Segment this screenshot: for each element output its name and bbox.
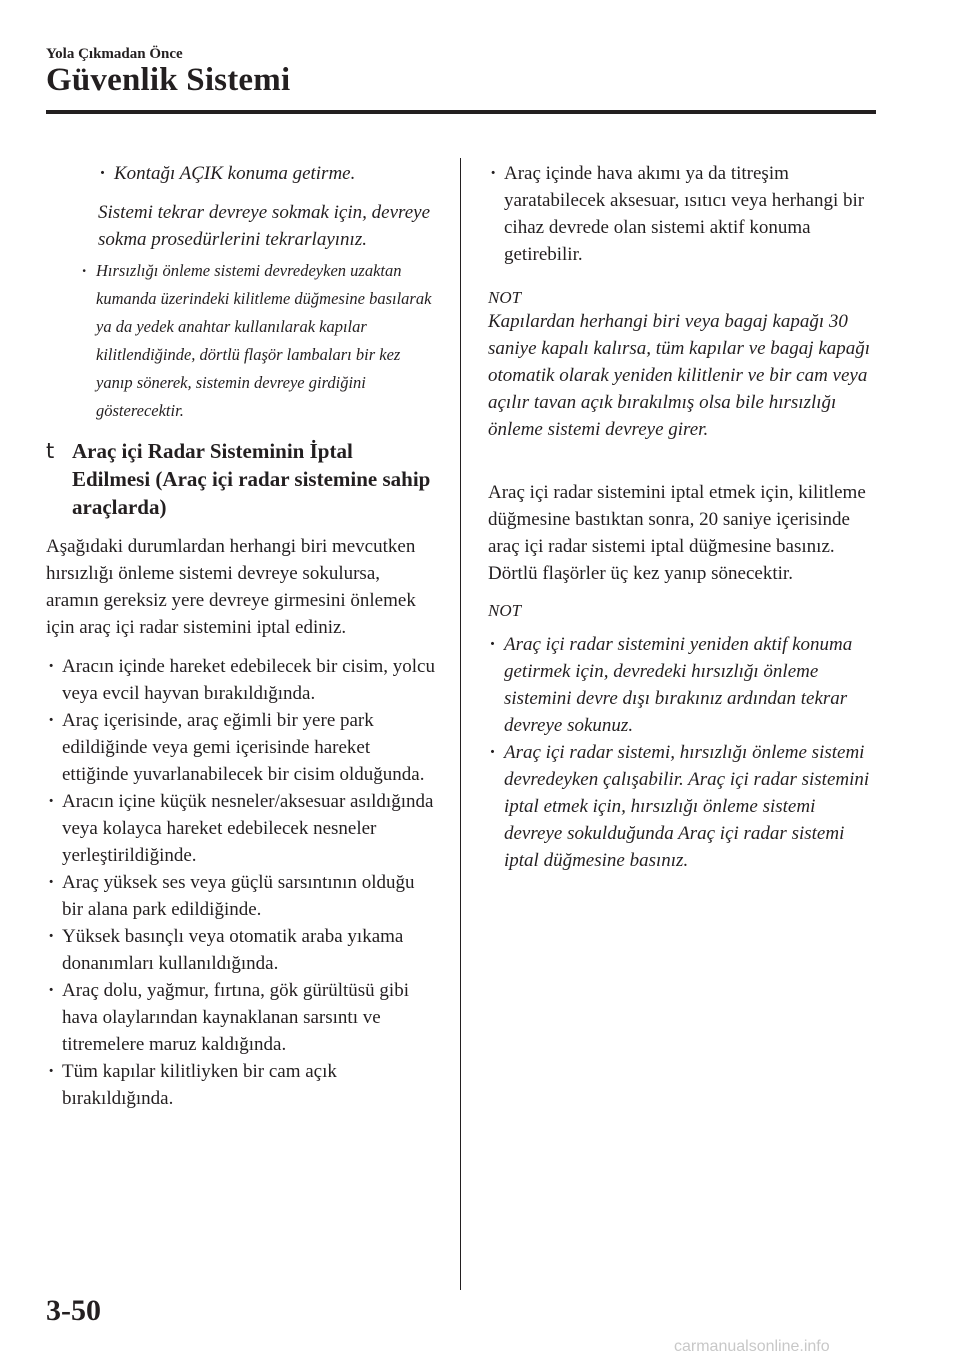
- list-item: · Tüm kapılar kilitliyken bir cam açık bırakıldığında.: [46, 1058, 436, 1112]
- title-divider: [46, 110, 876, 114]
- intro-bullet: · Kontağı AÇIK konuma getirme.: [98, 160, 436, 187]
- intro-paragraph: Sistemi tekrar devreye sokmak için, devreye sokma prosedürlerini tekrarlayınız.: [98, 202, 430, 250]
- list-item: · Araç içinde hava akımı ya da titreşim yaratabilecek aksesuar, ısıtıcı veya herhangi bir cihaz devrede olan sistemi aktif konuma getirebilir.: [488, 160, 878, 268]
- list-item: · Araç içerisinde, araç eğimli bir yere park edildiğinde veya gemi içerisinde hareket ettiğinde yuvarlanabilecek bir cisim olduğunda.: [46, 707, 436, 788]
- note-bullet: · Araç içi radar sistemi, hırsızlığı önleme sistemi devredeyken çalışabilir. Araç içi radar sistemini iptal etmek için, hırsızlığı önleme sistemi devreye sokulduğunda Araç içi radar sistemi iptal düğmesine basınız.: [488, 739, 878, 874]
- list-item: · Araç yüksek ses veya güçlü sarsıntının olduğu bir alana park edildiğinde.: [46, 869, 436, 923]
- cancel-instruction: Araç içi radar sistemini iptal etmek için, kilitleme düğmesine bastıktan sonra, 20 saniye içerisinde araç içi radar sistemi iptal düğmesine basınız.: [488, 482, 866, 557]
- column-divider: [460, 158, 461, 1290]
- list-item: · Araç dolu, yağmur, fırtına, gök gürültüsü gibi hava olaylarından kaynaklanan sarsıntı ve titremelere maruz kaldığında.: [46, 977, 436, 1058]
- page-number: 3-50: [46, 1294, 101, 1327]
- page-title: Güvenlik Sistemi: [46, 62, 291, 98]
- section-heading: [46, 437, 436, 521]
- list-item: · Yüksek basınçlı veya otomatik araba yıkama donanımları kullanıldığında.: [46, 923, 436, 977]
- note-label: NOT: [488, 601, 522, 620]
- section-marker-icon: t: [46, 439, 55, 463]
- note-bullet: · Araç içi radar sistemini yeniden aktif konuma getirmek için, devredeki hırsızlığı önleme sistemini devre dışı bırakınız ardından tekrar devreye sokunuz.: [488, 631, 878, 739]
- list-item: · Aracın içinde hareket edebilecek bir cisim, yolcu veya evcil hayvan bırakıldığında.: [46, 653, 436, 707]
- note-label: NOT: [488, 288, 522, 307]
- section-heading-text: Araç içi Radar Sisteminin İptal Edilmesi (Araç içi radar sistemine sahip araçlarda): [72, 439, 431, 519]
- breadcrumb: Yola Çıkmadan Önce: [46, 46, 183, 62]
- note-text: Kapılardan herhangi biri veya bagaj kapağı 30 saniye kapalı kalırsa, tüm kapılar ve bagaj kapağı otomatik olarak yeniden kilitlenir ve bir cam veya açılır tavan açık bırakılmış olsa bile hırsızlığı önleme sistemi devreye girer.: [488, 311, 871, 440]
- condition-list: [46, 653, 436, 1112]
- watermark: carmanualsonline.info: [674, 1338, 830, 1355]
- right-column: [488, 160, 878, 874]
- note-box: [488, 288, 878, 443]
- list-item: · Aracın içine küçük nesneler/aksesuar asıldığında veya kolayca hareket edebilecek nesneler yerleştirildiğinde.: [46, 788, 436, 869]
- left-column: [46, 160, 436, 1112]
- intro-note-bullet: · Hırsızlığı önleme sistemi devredeyken uzaktan kumanda üzerindeki kilitleme düğmesine basılarak ya da yedek anahtar kullanılarak kapılar kilitlendiğinde, dörtlü flaşör lambaları bir kez yanıp sönerek, sistemin devreye girdiğini gösterecektir.: [80, 257, 436, 425]
- intro-note-block: [46, 160, 436, 253]
- flasher-text: Dörtlü flaşörler üç kez yanıp sönecektir.: [488, 563, 793, 584]
- note-box: [488, 601, 878, 874]
- section-intro: Aşağıdaki durumlardan herhangi biri mevcutken hırsızlığı önleme sistemi devreye sokulursa, aramın gereksiz yere devreye girmesini önlemek için araç içi radar sistemini iptal ediniz.: [46, 536, 416, 638]
